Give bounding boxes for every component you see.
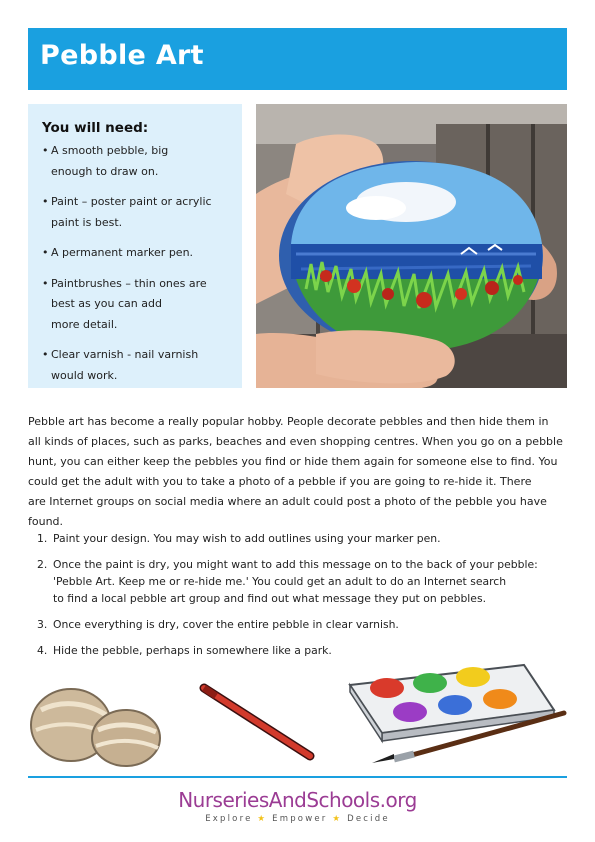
step-number: 1. [37, 532, 48, 545]
brand-tagline: Explore ★ Empower ★ Decide [205, 814, 390, 824]
marker-pen-illustration [194, 682, 324, 764]
title-banner [28, 28, 567, 90]
pebbles-illustration [26, 680, 166, 770]
materials-list [42, 141, 230, 386]
step-item: 3. Once everything is dry, cover the entire pebble in clear varnish. [37, 618, 399, 631]
star-icon: ★ [257, 814, 268, 824]
paint-palette-illustration [342, 655, 570, 767]
step-item: 4. Hide the pebble, perhaps in somewhere like a park. [37, 644, 332, 657]
materials-item: • A permanent marker pen. [42, 243, 230, 264]
step-item: 1. Paint your design. You may wish to add outlines using your marker pen. [37, 532, 441, 545]
step-number: 2. [37, 558, 48, 571]
step-item: 2. Once the paint is dry, you might want to add this message on to the back of your pebble: 'Pebble Art. Keep me or re-hide me.' You could get an adult to do an Internet search to find a local pebble art group and find out what message they put on pebbles. [37, 558, 538, 605]
site-logo[interactable] [0, 788, 595, 824]
materials-heading: You will need: [42, 120, 149, 136]
intro-paragraph: Pebble art has become a really popular hobby. People decorate pebbles and then hide them in all kinds of places, such as parks, beaches and even shopping centres. When you go on a pebble hunt, you can either keep the pebbles you find or hide them again for someone else to find. You could get the adult with you to take a photo of a pebble if you are going to re-hide it. There are Internet groups on social media where an adult could post a photo of the pebble you have found. [28, 415, 563, 528]
footer-divider [28, 776, 567, 778]
painted-pebble-photo [256, 104, 567, 388]
materials-item: • Clear varnish - nail varnish would work. [42, 345, 230, 386]
step-number: 4. [37, 644, 48, 657]
brand-name: NurseriesAndSchools.org [178, 788, 417, 812]
star-icon: ★ [332, 814, 343, 824]
page-title: Pebble Art [40, 40, 204, 71]
instruction-steps [28, 530, 569, 668]
materials-panel [28, 104, 242, 388]
materials-item: • Paintbrushes – thin ones are best as you can add more detail. [42, 274, 230, 336]
step-number: 3. [37, 618, 48, 631]
materials-item: • Paint – poster paint or acrylic paint is best. [42, 192, 230, 233]
materials-item: • A smooth pebble, big enough to draw on. [42, 141, 230, 182]
